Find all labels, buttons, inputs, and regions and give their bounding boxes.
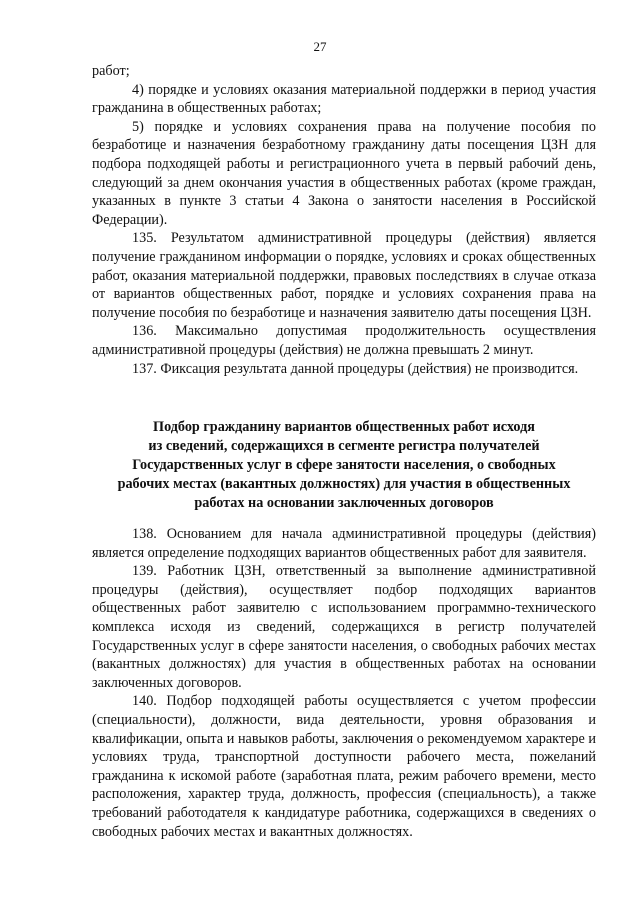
paragraph: 138. Основанием для начала административной процедуры (действия) является определение подходящих вариантов общественных работ для заявителя. xyxy=(92,526,596,561)
heading-line: работах на основании заключенных договоров xyxy=(194,495,494,512)
heading-line: рабочих местах (вакантных должностях) для участия в общественных xyxy=(117,476,571,493)
paragraphs-after xyxy=(92,525,596,841)
paragraph: 139. Работник ЦЗН, ответственный за выполнение административной процедуры (действия), осуществляет подбор подходящих вариантов общественных работ заявителю с использованием программно-технического комплекса исходя из сведений, содержащихся в регистр получателей Государственных услуг в сфере занятости населения, о свободных рабочих местах (вакантных должностях) для участия в общественных работах на основании заключенных договоров. xyxy=(92,563,596,691)
heading-line: из сведений, содержащихся в сегменте регистра получателей xyxy=(148,438,540,455)
paragraph: 4) порядке и условиях оказания материальной поддержки в период участия гражданина в общественных работах; xyxy=(92,81,596,117)
document-body xyxy=(92,62,596,841)
paragraph: 135. Результатом административной процедуры (действия) является получение гражданином информации о порядке, условиях и сроках общественных работ, оказания материальной поддержки, правовых последствиях в случае отказа от вариантов общественных работ, порядке и условиях сохранения права на получение пособия по безработице и назначения заявителю даты посещения ЦЗН. xyxy=(92,230,596,321)
paragraphs-before xyxy=(92,62,596,378)
paragraph: работ; xyxy=(92,63,130,79)
section-heading xyxy=(92,418,596,513)
paragraph: 137. Фиксация результата данной процедуры (действия) не производится. xyxy=(132,360,579,377)
paragraph: 5) порядке и условиях сохранения права на получение пособия по безработице и назначения безработному гражданину даты посещения ЦЗН для подбора подходящей работы и регистрационного учета в первый рабочий день, следующий за днем окончания участия в общественных работах (кроме граждан, указанных в пункте 3 статьи 4 Закона о занятости населения в Российской Федерации). xyxy=(92,118,596,228)
heading-line: Подбор гражданину вариантов общественных работ исходя xyxy=(153,419,535,436)
paragraph: 136. Максимально допустимая продолжительность осуществления административной процедуры (действия) не должна превышать 2 минут. xyxy=(92,323,596,358)
paragraph: 140. Подбор подходящей работы осуществляется с учетом профессии (специальности), должности, вида деятельности, уровня образования и квалификации, опыта и навыков работы, заключения о рекомендуемом характере и условиях труда, транспортной доступности рабочего места, пожеланий гражданина к искомой работе (заработная плата, режим рабочего времени, место расположения, характер труда, должность, профессия (специальность), а также требований работодателя к кандидатуре работника, содержащихся в сведениях о свободных рабочих местах и вакантных должностях. xyxy=(92,693,596,840)
page-number: 27 xyxy=(313,39,327,54)
heading-line: Государственных услуг в сфере занятости населения, о свободных xyxy=(132,457,556,474)
